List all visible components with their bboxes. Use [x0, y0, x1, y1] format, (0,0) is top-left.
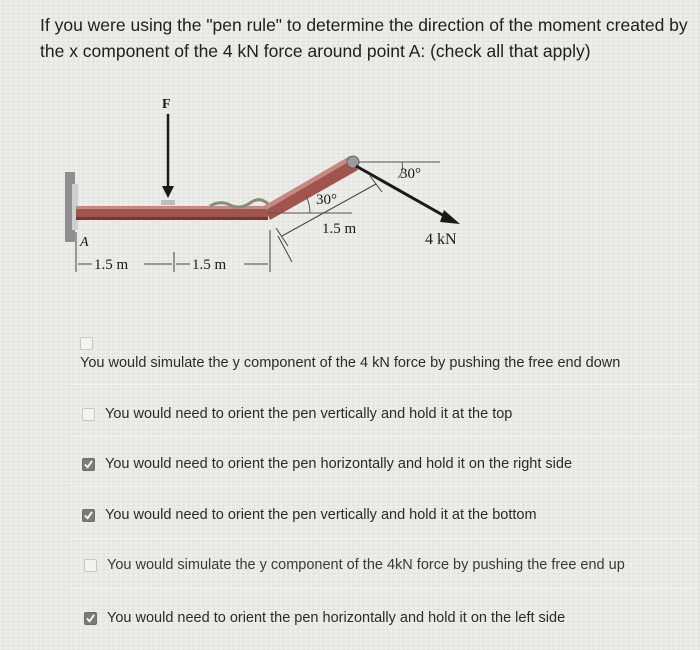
option-3-label: You would need to orient the pen horizontally and hold it on the right side: [105, 456, 573, 472]
slanted-dimension-label: 1.5 m: [322, 221, 357, 237]
option-4[interactable]: [82, 500, 537, 530]
checkbox-6[interactable]: [84, 612, 97, 625]
option-5[interactable]: [84, 550, 625, 580]
option-5-label: You would simulate the y component of the 4kN force by pushing the free end up: [107, 557, 625, 573]
option-4-label: You would need to orient the pen vertically and hold it at the bottom: [105, 507, 537, 523]
option-1-label: You would simulate the y component of the 4 kN force by pushing the free end down: [80, 355, 621, 371]
dimension-2-label: 1.5 m: [192, 257, 227, 273]
option-2[interactable]: [82, 399, 512, 429]
dimension-1-label: 1.5 m: [94, 257, 129, 273]
option-2-label: You would need to orient the pen vertically and hold it at the top: [105, 406, 513, 422]
point-a-label: A: [80, 235, 89, 250]
option-3[interactable]: [82, 449, 572, 479]
checkbox-2[interactable]: [82, 408, 95, 421]
option-1[interactable]: [80, 348, 620, 378]
question-text: If you were using the "pen rule" to determine the direction of the moment created by the x component of the 4 kN force around point A: (check all that apply): [40, 15, 688, 61]
check-mark-icon: [84, 460, 93, 469]
slanted-beam: [264, 156, 358, 220]
checkbox-3[interactable]: [82, 458, 95, 471]
option-6-label: You would need to orient the pen horizontally and hold it on the left side: [107, 610, 566, 626]
check-mark-icon: [86, 614, 95, 623]
load-label: 4 kN: [425, 231, 457, 248]
force-f-label: F: [162, 97, 171, 112]
beam-diagram: [60, 92, 480, 282]
option-6[interactable]: [84, 603, 565, 633]
angle-bottom-label: 30°: [316, 192, 337, 208]
checkbox-5[interactable]: [84, 559, 97, 572]
checkbox-4[interactable]: [82, 509, 95, 522]
check-mark-icon: [84, 511, 93, 520]
angle-top-label: 30°: [400, 166, 421, 182]
